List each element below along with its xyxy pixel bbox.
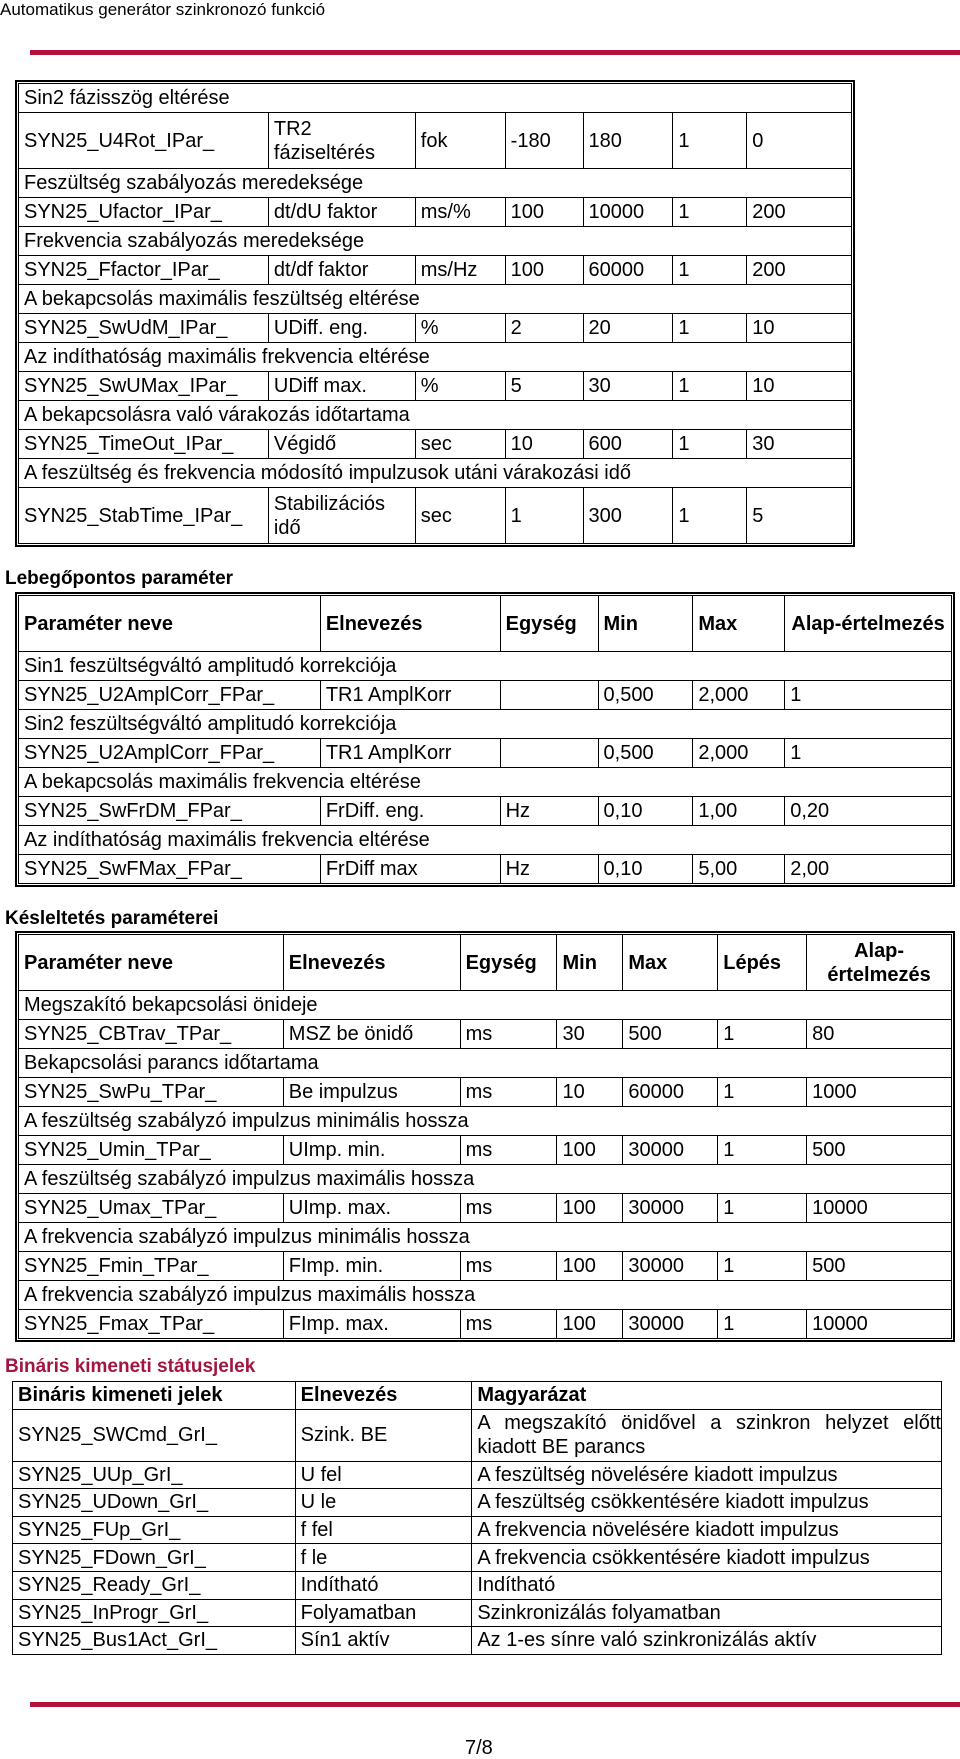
- table-row: [13, 1461, 942, 1489]
- table-row: [19, 372, 852, 401]
- param-default: 500: [807, 1252, 952, 1281]
- param-label: UImp. max.: [283, 1194, 460, 1223]
- param-step: 1: [673, 488, 747, 544]
- param-name: SYN25_StabTime_IPar_: [19, 488, 269, 544]
- param-label: UImp. min.: [283, 1136, 460, 1165]
- col-header-min: Min: [598, 596, 693, 652]
- param-step: 1: [673, 256, 747, 285]
- signal-name: SYN25_UDown_GrI_: [13, 1489, 296, 1517]
- param-label: TR1 AmplKorr: [320, 681, 500, 710]
- table-row: [19, 710, 952, 739]
- signal-label: Folyamatban: [295, 1599, 472, 1627]
- param-max: 180: [583, 113, 673, 169]
- param-label: FImp. max.: [283, 1310, 460, 1339]
- param-min: 100: [557, 1136, 623, 1165]
- param-default: 1: [785, 681, 952, 710]
- table-row: [19, 1049, 952, 1078]
- param-default: 5: [747, 488, 852, 544]
- signal-label: f le: [295, 1544, 472, 1572]
- table-row: [19, 1020, 952, 1049]
- param-default: 10000: [807, 1310, 952, 1339]
- param-min: 5: [505, 372, 583, 401]
- header-rule: [30, 50, 960, 55]
- table-row: [19, 1107, 952, 1136]
- table-row: [19, 430, 852, 459]
- table-row: [19, 401, 852, 430]
- param-description: Megszakító bekapcsolási önideje: [19, 991, 952, 1020]
- signal-name: SYN25_FDown_GrI_: [13, 1544, 296, 1572]
- signal-explanation: A frekvencia növelésére kiadott impulzus: [472, 1516, 942, 1544]
- param-max: 600: [583, 430, 673, 459]
- param-label: FrDiff max: [320, 855, 500, 884]
- param-label: Stabilizációs idő: [268, 488, 415, 544]
- table-header-row: [13, 1382, 942, 1410]
- float-section-title: Lebegőpontos paraméter: [5, 568, 234, 589]
- param-step: 1: [673, 372, 747, 401]
- param-min: 0,500: [598, 739, 693, 768]
- param-max: 20: [583, 314, 673, 343]
- signal-name: SYN25_Ready_GrI_: [13, 1571, 296, 1599]
- signal-label: f fel: [295, 1516, 472, 1544]
- param-unit: %: [415, 372, 505, 401]
- param-name: SYN25_TimeOut_IPar_: [19, 430, 269, 459]
- table-row: [19, 1223, 952, 1252]
- param-unit: [500, 739, 598, 768]
- param-default: 0: [747, 113, 852, 169]
- param-default: 200: [747, 198, 852, 227]
- signal-label: U fel: [295, 1461, 472, 1489]
- param-default: 1000: [807, 1078, 952, 1107]
- table-row: [13, 1599, 942, 1627]
- col-header-explanation: Magyarázat: [472, 1382, 942, 1410]
- param-step: 1: [673, 430, 747, 459]
- param-max: 30000: [623, 1252, 718, 1281]
- table-row: [19, 826, 952, 855]
- signal-label: Sín1 aktív: [295, 1627, 472, 1655]
- param-label: Be impulzus: [283, 1078, 460, 1107]
- param-unit: sec: [415, 430, 505, 459]
- param-label: Végidő: [268, 430, 415, 459]
- param-description: A feszültség szabályzó impulzus maximális hossza: [19, 1165, 952, 1194]
- param-max: 30000: [623, 1310, 718, 1339]
- param-max: 30000: [623, 1136, 718, 1165]
- param-label: UDiff max.: [268, 372, 415, 401]
- param-label: dt/df faktor: [268, 256, 415, 285]
- param-label: MSZ be önidő: [283, 1020, 460, 1049]
- param-default: 10: [747, 372, 852, 401]
- table-row: [19, 84, 852, 113]
- float-parameter-table: [18, 595, 952, 884]
- table-row: [19, 488, 852, 544]
- param-min: 100: [557, 1194, 623, 1223]
- param-min: 100: [557, 1310, 623, 1339]
- param-min: 1: [505, 488, 583, 544]
- param-label: dt/dU faktor: [268, 198, 415, 227]
- signal-name: SYN25_InProgr_GrI_: [13, 1599, 296, 1627]
- param-min: 2: [505, 314, 583, 343]
- param-step: 1: [673, 314, 747, 343]
- footer-rule: [30, 1702, 960, 1707]
- param-name: SYN25_Umin_TPar_: [19, 1136, 284, 1165]
- page-number: 7/8: [465, 1737, 493, 1759]
- table-row: [19, 227, 852, 256]
- param-unit: ms: [460, 1020, 557, 1049]
- param-max: 5,00: [693, 855, 785, 884]
- param-min: 10: [557, 1078, 623, 1107]
- param-unit: fok: [415, 113, 505, 169]
- param-name: SYN25_SwFrDM_FPar_: [19, 797, 321, 826]
- signal-explanation: Szinkronizálás folyamatban: [472, 1599, 942, 1627]
- param-unit: ms: [460, 1194, 557, 1223]
- table-row: [19, 1281, 952, 1310]
- param-description: A bekapcsolásra való várakozás időtartama: [19, 401, 852, 430]
- param-min: 0,500: [598, 681, 693, 710]
- param-max: 30000: [623, 1194, 718, 1223]
- col-header-max: Max: [693, 596, 785, 652]
- param-label: FrDiff. eng.: [320, 797, 500, 826]
- table-row: [19, 652, 952, 681]
- param-step: 1: [718, 1020, 807, 1049]
- table-row: [19, 739, 952, 768]
- param-unit: ms: [460, 1078, 557, 1107]
- param-min: 0,10: [598, 855, 693, 884]
- col-header-label: Elnevezés: [295, 1382, 472, 1410]
- col-header-name: Paraméter neve: [19, 935, 284, 991]
- param-max: 300: [583, 488, 673, 544]
- param-description: Feszültség szabályozás meredeksége: [19, 169, 852, 198]
- signal-name: SYN25_SWCmd_GrI_: [13, 1409, 296, 1461]
- param-min: 0,10: [598, 797, 693, 826]
- param-step: 1: [718, 1252, 807, 1281]
- table-row: [19, 1194, 952, 1223]
- document-header-title: Automatikus generátor szinkronozó funkció: [0, 0, 326, 19]
- param-default: 200: [747, 256, 852, 285]
- table-row: [19, 314, 852, 343]
- param-unit: ms/%: [415, 198, 505, 227]
- signal-explanation: Indítható: [472, 1571, 942, 1599]
- signal-explanation: A frekvencia csökkentésére kiadott impulzus: [472, 1544, 942, 1572]
- table-row: [13, 1544, 942, 1572]
- table-row: [19, 198, 852, 227]
- param-name: SYN25_Ufactor_IPar_: [19, 198, 269, 227]
- param-unit: ms: [460, 1252, 557, 1281]
- col-header-min: Min: [557, 935, 623, 991]
- param-step: 1: [718, 1136, 807, 1165]
- param-name: SYN25_SwUMax_IPar_: [19, 372, 269, 401]
- table-row: [13, 1409, 942, 1461]
- param-name: SYN25_Umax_TPar_: [19, 1194, 284, 1223]
- param-name: SYN25_CBTrav_TPar_: [19, 1020, 284, 1049]
- param-step: 1: [718, 1310, 807, 1339]
- param-description: A bekapcsolás maximális feszültség eltérése: [19, 285, 852, 314]
- table-row: [19, 855, 952, 884]
- param-max: 2,000: [693, 739, 785, 768]
- param-label: TR1 AmplKorr: [320, 739, 500, 768]
- param-default: 0,20: [785, 797, 952, 826]
- timer-section-title: Késleltetés paraméterei: [5, 908, 219, 929]
- param-description: Frekvencia szabályozás meredeksége: [19, 227, 852, 256]
- param-description: Sin2 feszültségváltó amplitudó korrekciója: [19, 710, 952, 739]
- binary-output-table: [12, 1381, 942, 1655]
- param-max: 1,00: [693, 797, 785, 826]
- param-description: A feszültség szabályzó impulzus minimális hossza: [19, 1107, 952, 1136]
- col-header-default: Alap-értelmezés: [807, 935, 952, 991]
- table-row: [19, 797, 952, 826]
- param-max: 60000: [583, 256, 673, 285]
- table-row: [19, 113, 852, 169]
- param-max: 60000: [623, 1078, 718, 1107]
- col-header-label: Elnevezés: [283, 935, 460, 991]
- param-min: 100: [505, 198, 583, 227]
- signal-label: Indítható: [295, 1571, 472, 1599]
- col-header-default: Alap-értelmezés: [785, 596, 952, 652]
- table-row: [19, 1136, 952, 1165]
- param-min: 30: [557, 1020, 623, 1049]
- table-row: [13, 1516, 942, 1544]
- param-step: 1: [673, 113, 747, 169]
- param-default: 10: [747, 314, 852, 343]
- signal-explanation: Az 1-es sínre való szinkronizálás aktív: [472, 1627, 942, 1655]
- param-max: 500: [623, 1020, 718, 1049]
- param-unit: %: [415, 314, 505, 343]
- param-name: SYN25_SwPu_TPar_: [19, 1078, 284, 1107]
- param-unit: sec: [415, 488, 505, 544]
- table-row: [13, 1627, 942, 1655]
- param-max: 2,000: [693, 681, 785, 710]
- param-default: 500: [807, 1136, 952, 1165]
- param-name: SYN25_Ffactor_IPar_: [19, 256, 269, 285]
- signal-label: Szink. BE: [295, 1409, 472, 1461]
- param-label: TR2 fáziseltérés: [268, 113, 415, 169]
- signal-label: U le: [295, 1489, 472, 1517]
- param-max: 10000: [583, 198, 673, 227]
- param-label: UDiff. eng.: [268, 314, 415, 343]
- table-row: [19, 256, 852, 285]
- table-row: [19, 285, 852, 314]
- table-row: [13, 1489, 942, 1517]
- table-row: [19, 169, 852, 198]
- param-step: 1: [673, 198, 747, 227]
- col-header-label: Elnevezés: [320, 596, 500, 652]
- param-unit: Hz: [500, 797, 598, 826]
- col-header-step: Lépés: [718, 935, 807, 991]
- param-min: 100: [557, 1252, 623, 1281]
- col-header-max: Max: [623, 935, 718, 991]
- table-row: [19, 1165, 952, 1194]
- table-header-row: [19, 596, 952, 652]
- param-default: 10000: [807, 1194, 952, 1223]
- param-name: SYN25_Fmin_TPar_: [19, 1252, 284, 1281]
- param-default: 30: [747, 430, 852, 459]
- param-unit: ms/Hz: [415, 256, 505, 285]
- param-description: Az indíthatóság maximális frekvencia eltérése: [19, 826, 952, 855]
- param-default: 80: [807, 1020, 952, 1049]
- table-row: [19, 1252, 952, 1281]
- param-unit: Hz: [500, 855, 598, 884]
- param-name: SYN25_SwUdM_IPar_: [19, 314, 269, 343]
- signal-explanation: A feszültség csökkentésére kiadott impulzus: [472, 1489, 942, 1517]
- param-max: 30: [583, 372, 673, 401]
- param-description: Sin1 feszültségváltó amplitudó korrekciója: [19, 652, 952, 681]
- signal-explanation: A feszültség növelésére kiadott impulzus: [472, 1461, 942, 1489]
- integer-parameter-table: [18, 83, 852, 544]
- param-description: Az indíthatóság maximális frekvencia eltérése: [19, 343, 852, 372]
- param-min: 100: [505, 256, 583, 285]
- param-description: A frekvencia szabályzó impulzus maximális hossza: [19, 1281, 952, 1310]
- param-min: -180: [505, 113, 583, 169]
- col-header-unit: Egység: [460, 935, 557, 991]
- param-unit: ms: [460, 1310, 557, 1339]
- binary-section-title: Bináris kimeneti státusjelek: [5, 1356, 256, 1377]
- param-default: 1: [785, 739, 952, 768]
- timer-parameter-table: [18, 934, 952, 1339]
- param-name: SYN25_U2AmplCorr_FPar_: [19, 739, 321, 768]
- signal-name: SYN25_UUp_GrI_: [13, 1461, 296, 1489]
- table-row: [19, 991, 952, 1020]
- param-name: SYN25_SwFMax_FPar_: [19, 855, 321, 884]
- param-description: A frekvencia szabályzó impulzus minimális hossza: [19, 1223, 952, 1252]
- col-header-signal: Bináris kimeneti jelek: [13, 1382, 296, 1410]
- param-min: 10: [505, 430, 583, 459]
- param-description: Bekapcsolási parancs időtartama: [19, 1049, 952, 1078]
- signal-name: SYN25_Bus1Act_GrI_: [13, 1627, 296, 1655]
- param-unit: ms: [460, 1136, 557, 1165]
- signal-explanation: A megszakító önidővel a szinkron helyzet előtt kiadott BE parancs: [472, 1409, 942, 1461]
- table-row: [19, 343, 852, 372]
- table-row: [13, 1571, 942, 1599]
- table-row: [19, 459, 852, 488]
- table-header-row: [19, 935, 952, 991]
- param-step: 1: [718, 1078, 807, 1107]
- col-header-name: Paraméter neve: [19, 596, 321, 652]
- param-label: FImp. min.: [283, 1252, 460, 1281]
- table-row: [19, 1310, 952, 1339]
- signal-name: SYN25_FUp_GrI_: [13, 1516, 296, 1544]
- param-name: SYN25_U4Rot_IPar_: [19, 113, 269, 169]
- param-name: SYN25_U2AmplCorr_FPar_: [19, 681, 321, 710]
- param-name: SYN25_Fmax_TPar_: [19, 1310, 284, 1339]
- param-default: 2,00: [785, 855, 952, 884]
- param-unit: [500, 681, 598, 710]
- col-header-unit: Egység: [500, 596, 598, 652]
- param-description: Sin2 fázisszög eltérése: [19, 84, 852, 113]
- table-row: [19, 681, 952, 710]
- table-row: [19, 768, 952, 797]
- param-description: A bekapcsolás maximális frekvencia eltérése: [19, 768, 952, 797]
- table-row: [19, 1078, 952, 1107]
- param-description: A feszültség és frekvencia módosító impulzusok utáni várakozási idő: [19, 459, 852, 488]
- param-step: 1: [718, 1194, 807, 1223]
